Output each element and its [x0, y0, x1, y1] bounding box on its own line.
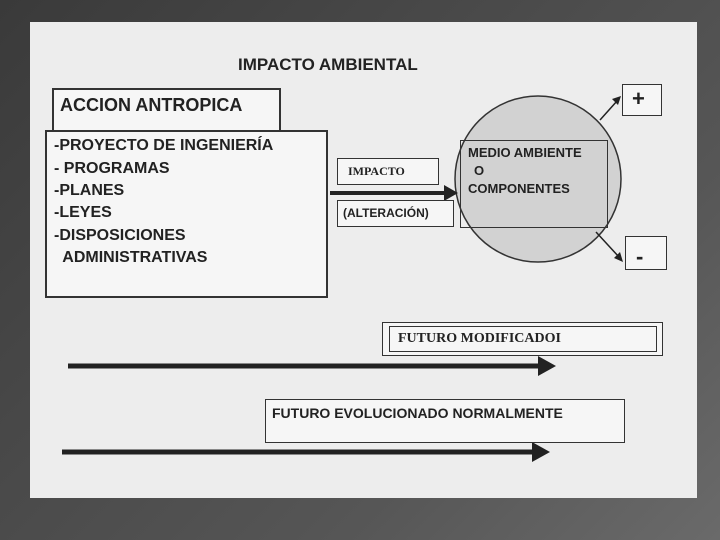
- accion-item: -PLANES: [54, 182, 125, 199]
- medio-line: COMPONENTES: [468, 181, 570, 196]
- futuro-modificado-arrow-head: [538, 356, 556, 376]
- accion-title: ACCION ANTROPICA: [60, 95, 243, 115]
- futuro-modificado-label: FUTURO MODIFICADOI: [398, 331, 561, 346]
- accion-item: ADMINISTRATIVAS: [54, 249, 208, 266]
- futuro-evolucionado-label: FUTURO EVOLUCIONADO NORMALMENTE: [272, 405, 563, 421]
- accion-item: - PROGRAMAS: [54, 160, 170, 177]
- medio-line: MEDIO AMBIENTE: [468, 145, 582, 160]
- futuro-evolucionado-arrow-head: [532, 442, 550, 462]
- accion-item: -DISPOSICIONES: [54, 227, 186, 244]
- minus-label: -: [636, 244, 644, 269]
- plus-arrow-line: [600, 101, 617, 120]
- minus-box: [625, 236, 667, 270]
- impacto-label: IMPACTO: [348, 164, 405, 178]
- plus-arrow-head: [612, 96, 621, 105]
- diagram-title: IMPACTO AMBIENTAL: [238, 55, 418, 74]
- medio-line: O: [474, 163, 485, 178]
- minus-arrow-line: [596, 232, 619, 257]
- accion-item: -LEYES: [54, 204, 112, 221]
- alteracion-label: (ALTERACIÓN): [343, 206, 429, 220]
- plus-label: +: [632, 86, 645, 111]
- accion-item: -PROYECTO DE INGENIERÍA: [54, 137, 274, 154]
